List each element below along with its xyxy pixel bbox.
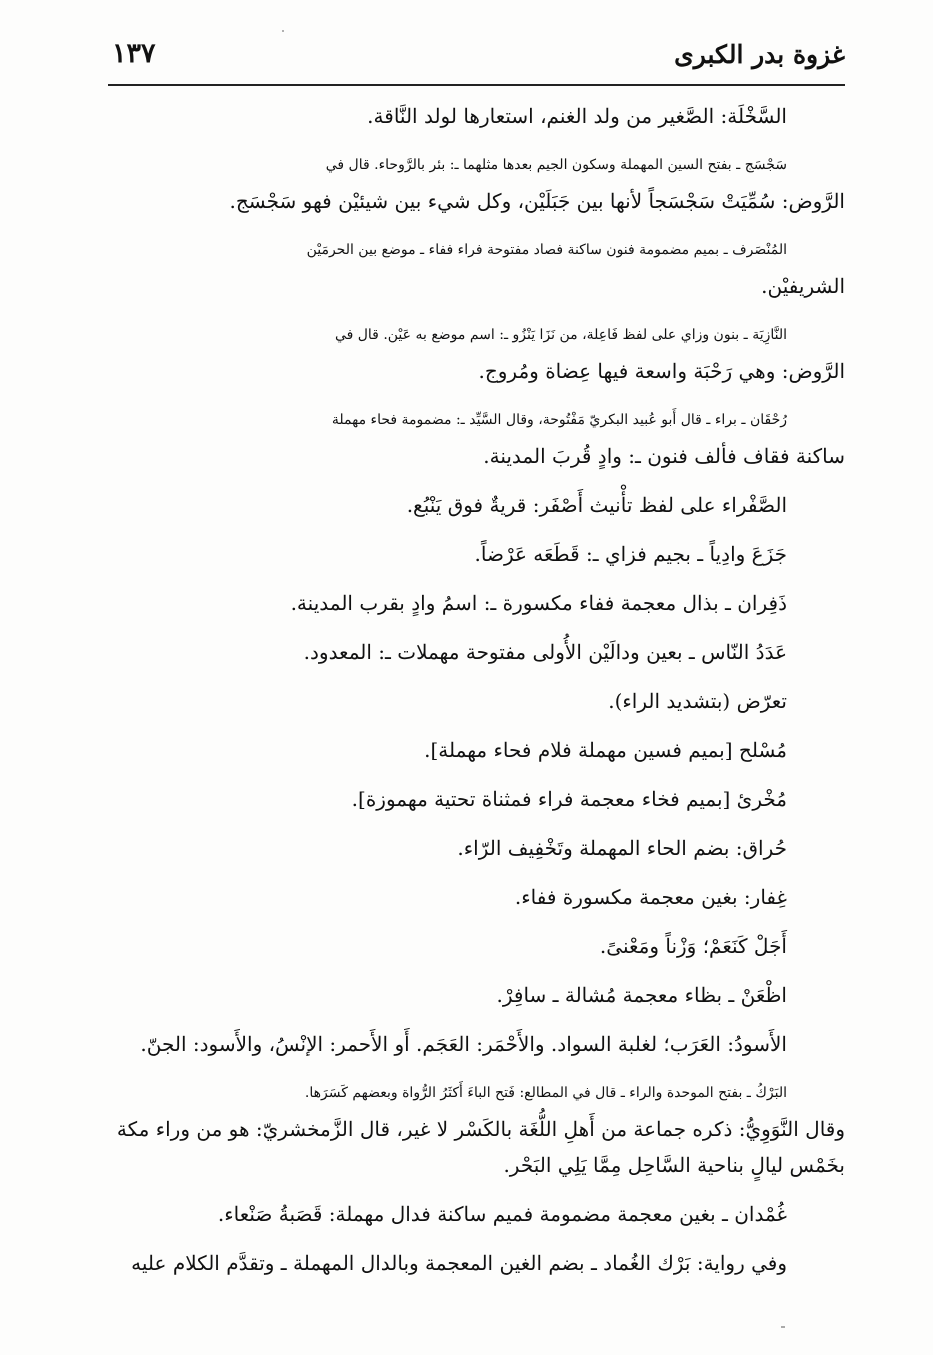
print-speck	[781, 1326, 785, 1328]
page-body	[115, 98, 845, 1294]
text-line: جَزَعَ وادِياً ـ بجيم فزاي ـ: قَطَعَه عَرْضاً.	[474, 542, 787, 566]
text-line: ذَفِران ـ بذال معجمة ففاء مكسورة ـ: اسمُ وادٍ بقرب المدينة.	[290, 591, 787, 615]
entry-riwaya	[115, 1245, 845, 1281]
text-line: تعرّض (بتشديد الراء).	[608, 689, 787, 713]
entry-dhafiran	[115, 585, 845, 621]
text-line: مُخْرئ [بميم فخاء معجمة فراء فمثناة تحتية مهموزة].	[351, 787, 787, 811]
text-line: وقال النَّوَوِيُّ: ذكره جماعة من أَهلِ اللُّغَة بالكَسْر لا غير، قال الزَّمخشريّ: هو من وراء مكة	[116, 1117, 845, 1141]
text-line: البَرْكُ ـ بفتح الموحدة والراء ـ قال في المطالع: فَتح الباءَ أَكثَرُ الرُّواة وبعضهم كَسَرَها.	[304, 1085, 787, 1101]
text-line: غِفار: بغين معجمة مكسورة ففاء.	[514, 885, 787, 909]
text-line: وفي رواية: بَرْك الغُماد ـ بضم الغين المعجمة وبالدال المهملة ـ وتقدَّم الكلام عليه	[131, 1251, 787, 1275]
text-line: السَّخْلَة: الصَّغير من ولد الغنم، استعارها لولد النَّاقة.	[367, 104, 787, 128]
entry-izan	[115, 977, 845, 1013]
text-line: بخَمْس ليالٍ بناحية السَّاحِل مِمَّا يَلِي البَحْر.	[503, 1153, 845, 1177]
text-line: الرَّوض: سُمِّيَتْ سَجْسَجاً لأنها بين جَبَلَيْن، وكل شيء بين شيئيْن فهو سَجْسَج.	[229, 189, 845, 213]
entry-taarrad	[115, 683, 845, 719]
entry-mukhri	[115, 781, 845, 817]
text-line: النَّازِيَة ـ بنون وزاي على لفظ فَاعِلة، من نَزَا يَنْزُو ـ: اسم موضع به عَيْن. قال في	[334, 327, 787, 343]
text-line: سَجْسَج ـ بفتح السين المهملة وسكون الجيم بعدها مثلهما ـ: بئر بالرَّوحاء. قال في	[325, 157, 787, 173]
entry-naziya	[115, 317, 845, 389]
entry-adad	[115, 634, 845, 670]
page-number: ١٣٧	[112, 38, 156, 69]
text-line: المُنْصَرف ـ بميم مضمومة فنون ساكنة فصاد مفتوحة فراء ففاء ـ موضع بين الحرمَيْن	[306, 242, 787, 258]
text-line: الشريفيْن.	[761, 274, 845, 298]
text-line: عَدَدُ النّاس ـ بعين ودالَيْن الأُولى مفتوحة مهملات ـ: المعدود.	[303, 640, 787, 664]
entry-ghumdan	[115, 1196, 845, 1232]
entry-musluh	[115, 732, 845, 768]
header-rule	[108, 84, 845, 86]
header-title: غزوة بدر الكبرى	[674, 40, 845, 69]
entry-ajal	[115, 928, 845, 964]
text-line: مُسْلح [بميم فسين مهملة فلام فحاء مهملة].	[424, 738, 787, 762]
entry-jaza	[115, 536, 845, 572]
entry-munsaraf	[115, 232, 845, 304]
print-speck	[282, 30, 284, 32]
entry-bark	[115, 1075, 845, 1183]
text-line: الصَّفْراء على لفظ تأْنيث أَصْفَر: قريةٌ فوق يَنْبُع.	[406, 493, 787, 517]
entry-ghifar	[115, 879, 845, 915]
entry-safra	[115, 487, 845, 523]
text-line: أَجَلْ كَنَعَمْ؛ وَزْناً ومَعْنىً.	[599, 934, 787, 958]
text-line: ساكنة فقاف فألف فنون ـ: وادٍ قُربَ المدينة.	[483, 444, 845, 468]
entry-huraq	[115, 830, 845, 866]
entry-sajsaj	[115, 147, 845, 219]
entry-aswad	[115, 1026, 845, 1062]
text-line: الرَّوض: وهي رَحْبَة واسعة فيها عِضاة ومُروج.	[478, 359, 845, 383]
text-line: الأَسودُ: العَرَب؛ لغلبة السواد. والأَحْمَر: العَجَم. أَو الأَحمر: الإنْسُ، والأَسود: الجنّ.	[140, 1032, 787, 1056]
text-line: اظْعَنْ ـ بظاء معجمة مُشالة ـ سافِرْ.	[496, 983, 787, 1007]
text-line: غُمْدان ـ بغين معجمة مضمومة فميم ساكنة فدال مهملة: قَصَبةُ صَنْعاء.	[217, 1202, 787, 1226]
text-line: رُحْقَان ـ براء ـ قال أَبو عُبيد البكريّ مَفْتُوحة، وقال السَّيِّد ـ: مضمومة فحاء مهملة	[331, 412, 787, 428]
entry-ruhqan	[115, 402, 845, 474]
entry-sakhla	[115, 98, 845, 134]
text-line: حُراق: بضم الحاء المهملة وتَخْفِيف الرّاء.	[457, 836, 787, 860]
running-header	[112, 38, 845, 78]
